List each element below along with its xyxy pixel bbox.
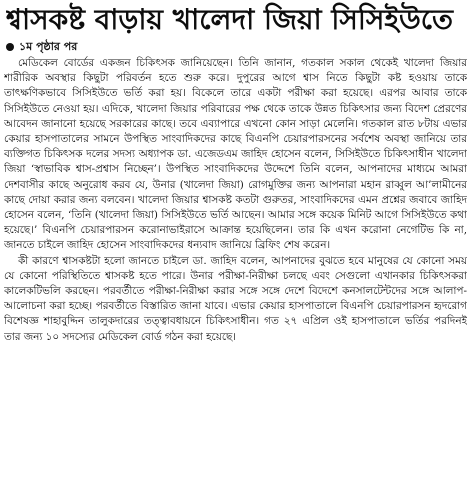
article-paragraph: কী কারণে শ্বাসকষ্টটা হলো জানতে চাইলে ডা. জাহিদ বলেন, আপনাদের বুঝতে হবে মানুষের যে কোনো সময় যে কোনো পরিস্থিতিতে শ্বাসকষ্ট হতে পারে। উনার পরীক্ষা-নিরীক্ষা চলছে এবং সেগুলো এখানকার চিকিৎসকরা কালেকটিভলি করছেন। পরবর্তীতে পরীক্ষা-নিরীক্ষা করার সঙ্গে সঙ্গে দেশে বিদেশে কনসালটেন্টদের সঙ্গে আলাপ-আলোচনা করা হচ্ছে। পরবর্তীতে বিস্তারিত জানা যাবে। এভার কেয়ার হাসপাতালে বিএনপি চেয়ারপারসন হৃদরোগ বিশেষজ্ঞ শাহাবুদ্দিন তালুকদারের তত্ত্বাবধায়নে চিকিৎসাধীন। গত ২৭ এপ্রিল ওই হাসপাতালে ভর্তির পরদিনই তার জন্য ১০ সদস্যের মেডিকেল বোর্ড গঠন করা হয়েছে। [4, 254, 467, 343]
continuation-line [6, 40, 77, 54]
article-paragraph: মেডিকেল বোর্ডের একজন চিকিৎসক জানিয়েছেন। তিনি জানান, গতকাল সকাল থেকেই খালেদা জিয়ার শারীরিক অবস্থার কিছুটা পরিবর্তন হতে শুরু করে। দুপুরের আগে শ্বাস নিতে কিছুটা কষ্ট হওয়ায় তাকে তাৎক্ষণিকভাবে সিসিইউতে ভর্তি করা হয়। বিকেলে তারে একটা পরীক্ষা করা হয়েছে। এরপর আবার তাকে সিসিইউতে নেওয়া হয়। এদিকে, খালেদা জিয়ার পরিবারের পক্ষ থেকে তাকে উন্নত চিকিৎসার জন্য বিদেশ প্রেরণের আবেদন জানানো হয়েছে সরকারের কাছে। তবে এব্যাপারে এখনো কোন সাড়া মেলেনি। গতকাল রাত ৮টায় এভার কেয়ার হাসপাতালের সামনে উপস্থিত সাংবাদিকদের কাছে বিএনপি চেয়ারপারসনের সর্বশেষ অবস্থা জানিয়ে তার ব্যক্তিগত চিকিৎসক দলের সদস্য অধ্যাপক ডা. এজেডএম জাহিদ হোসেন বলেন, সিসিইউতে চিকিৎসাধীন খালেদা জিয়া ‘স্বাভাবিক শ্বাস-প্রশ্বাস নিচ্ছেন’। উপস্থিত সাংবাদিকদের উদ্দেশে তিনি বলেন, আপনাদের মাধ্যমে আমরা দেশবাসীর কাছে অনুরোধ করব যে, উনার (খালেদা জিয়া) রোগমুক্তির জন্য আপনারা মহান রাব্বুল আ’লামীনের কাছে দোয়া করার জন্য বলবেন। খালেদা জিয়ার শ্বাসকষ্ট কতটা গুরুতর, সাংবাদিকদের এমন প্রশ্নের জবাবে জাহিদ হোসেন বলেন, ‘তিনি (খালেদা জিয়া) সিসিইউতে ভর্তি আছেন। আমার সঙ্গে কয়েক মিনিট আগে সিসিইউতে কথা হয়েছে।’ বিএনপি চেয়ারপারসন করোনাভাইরাসে আক্রান্ত হয়েছিলেন। তার কি এখন করোনা নেগেটিভ কি না, জানতে চাইলে জাহিদ হোসেন সাংবাদিকদের ধন্যবাদ জানিয়ে ব্রিফিং শেষ করেন। [4, 57, 467, 252]
bullet-icon [6, 43, 14, 51]
continuation-label: ১ম পৃষ্ঠার পর [19, 40, 78, 53]
article-body [4, 56, 467, 485]
article-headline: শ্বাসকষ্ট বাড়ায় খালেদা জিয়া সিসিইউতে [6, 3, 454, 36]
